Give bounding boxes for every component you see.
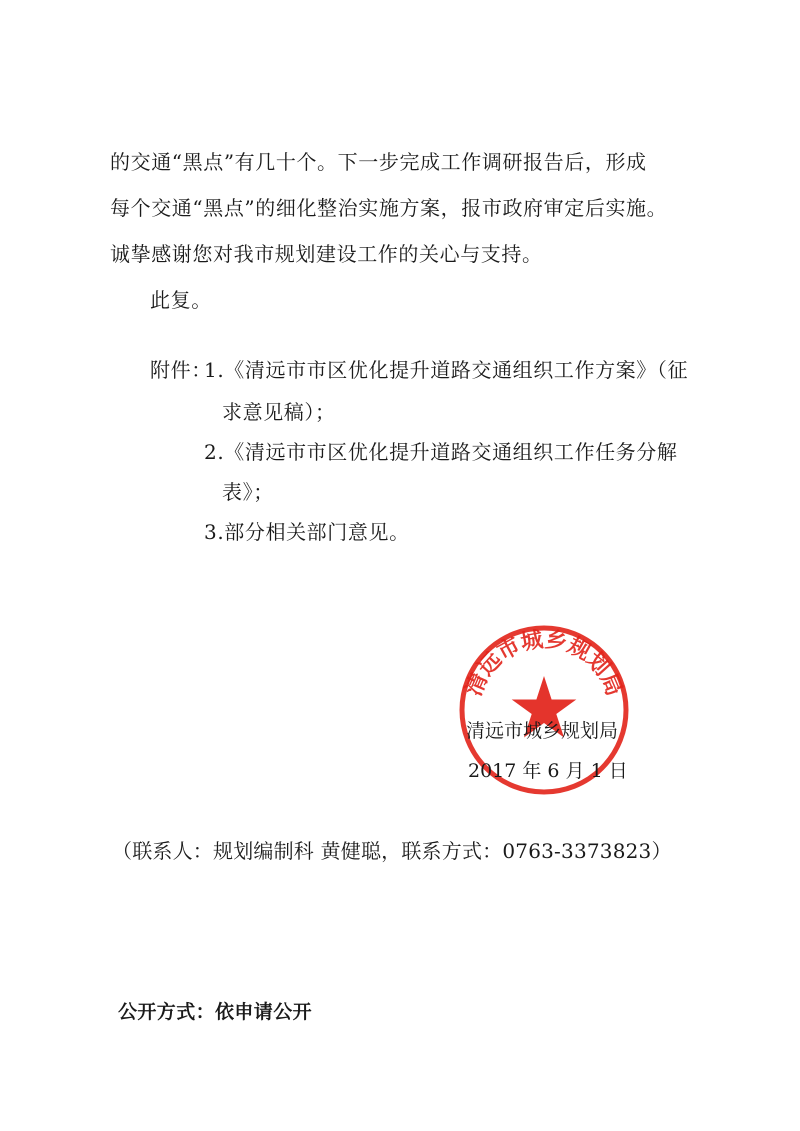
body-line-1: 的交通“黑点”有几十个。下一步完成工作调研报告后，形成 <box>110 150 647 174</box>
attachments-label: 附件： <box>150 358 212 382</box>
attachment-2-line-2: 表》； <box>222 480 274 504</box>
signing-organization: 清远市城乡规划局 <box>466 720 619 742</box>
body-line-2: 每个交通“黑点”的细化整治实施方案，报市政府审定后实施。 <box>110 196 668 220</box>
attachment-1-line-2: 求意见稿）； <box>222 400 336 424</box>
closing-text: 此复。 <box>150 288 212 312</box>
attachment-1-line-1: 1.《清远市市区优化提升道路交通组织工作方案》（征 <box>204 358 689 382</box>
seal-text: 清远市城乡规划局 <box>461 627 627 700</box>
attachment-2-line-1: 2.《清远市市区优化提升道路交通组织工作任务分解 <box>204 440 678 464</box>
body-line-3: 诚挚感谢您对我市规划建设工作的关心与支持。 <box>110 242 543 266</box>
contact-info: （联系人：规划编制科 黄健聪，联系方式：0763-3373823） <box>112 839 672 863</box>
attachment-3-line-1: 3.部分相关部门意见。 <box>204 520 410 544</box>
signing-date: 2017 年 6 月 1 日 <box>468 760 628 782</box>
disclosure-method: 公开方式：依申请公开 <box>118 1001 313 1023</box>
